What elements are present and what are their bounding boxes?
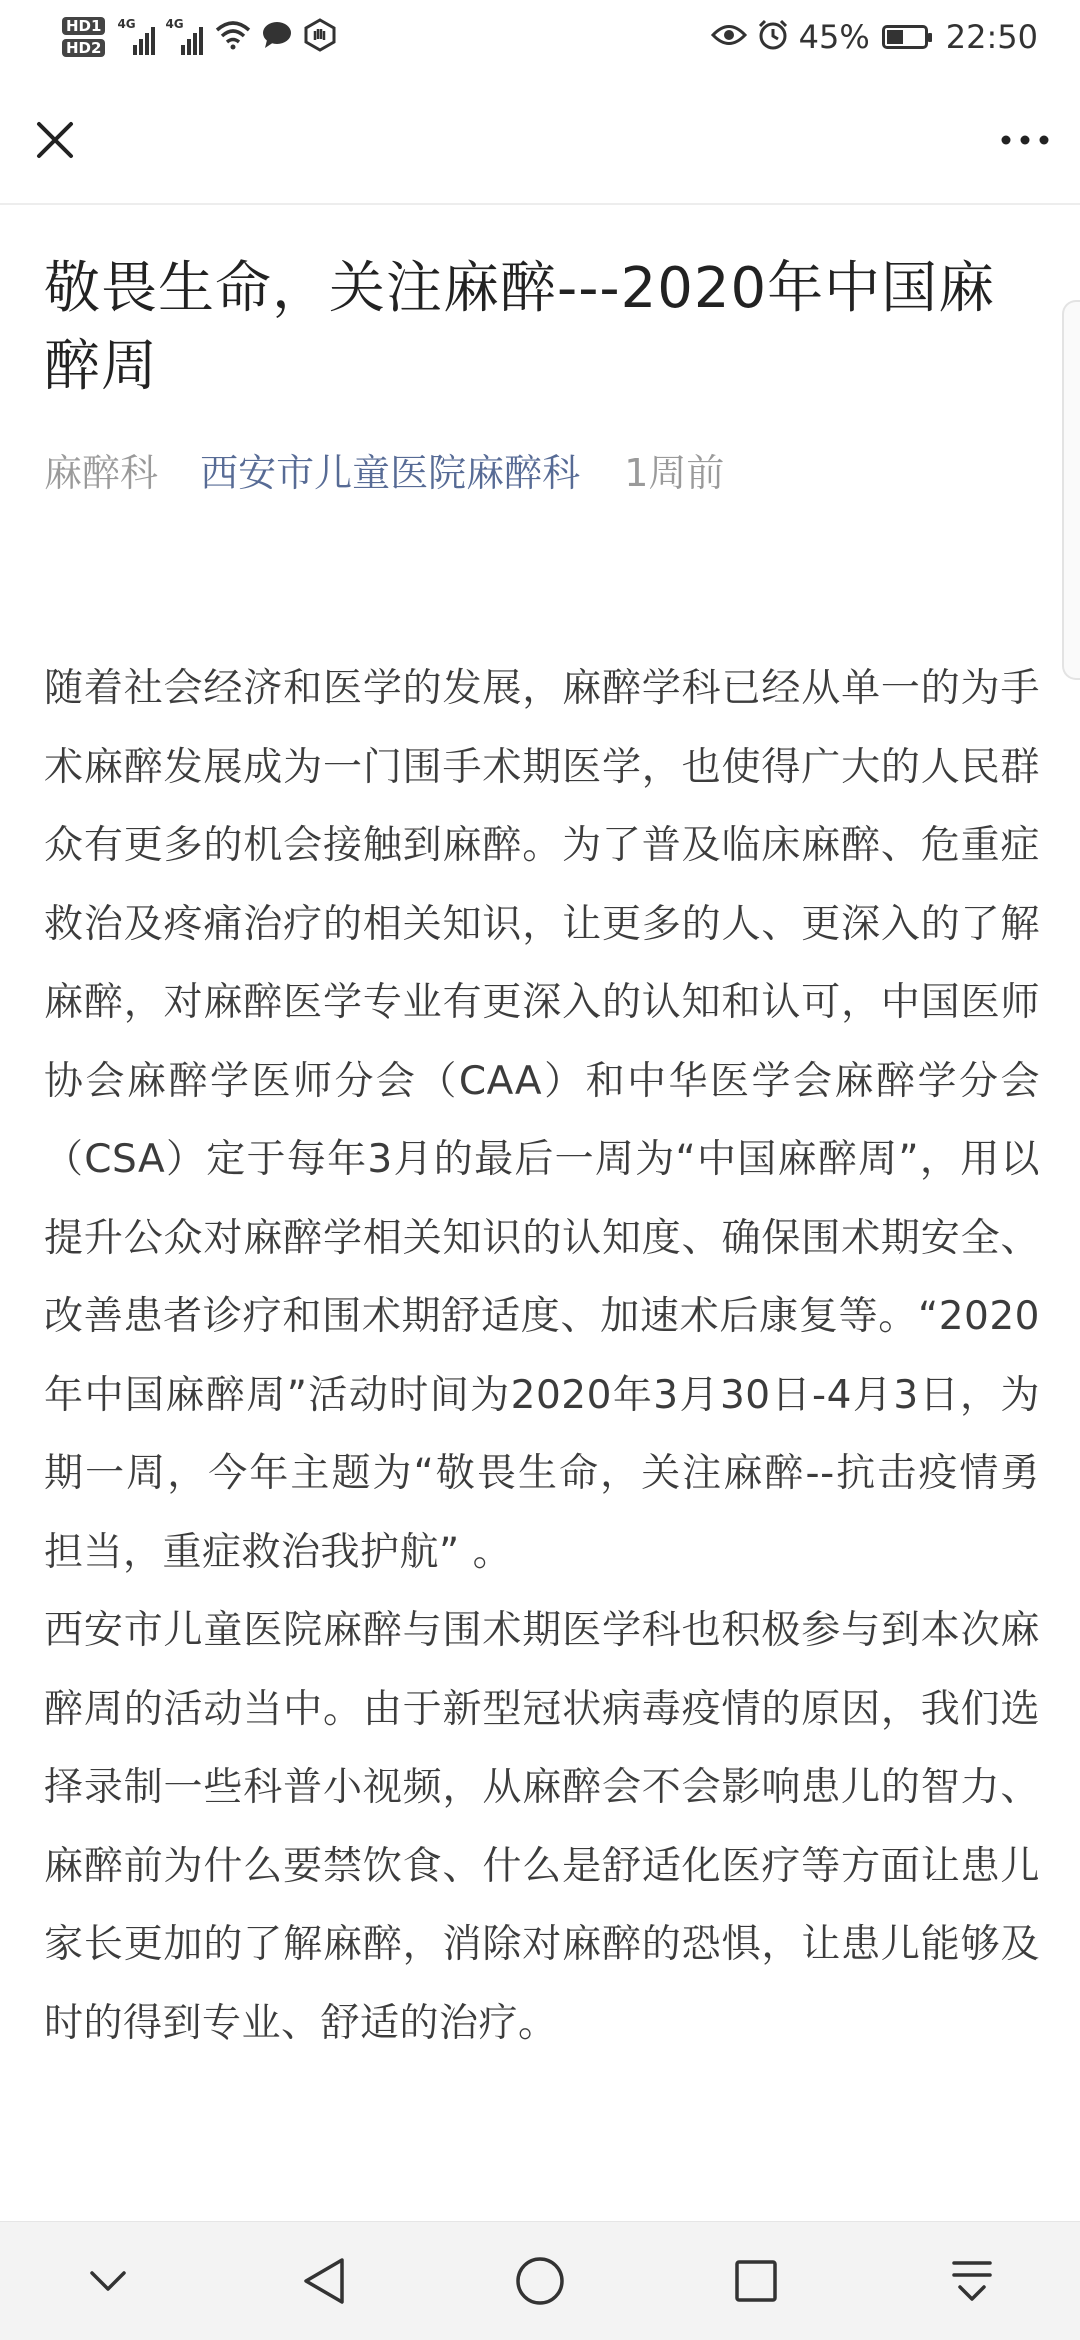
close-button[interactable] [20, 105, 90, 175]
article-paragraph: 随着社会经济和医学的发展，麻醉学科已经从单一的为手术麻醉发展成为一门围手术期医学，也使得广大的人民群众有更多的机会接触到麻醉。为了普及临床麻醉、危重症救治及疼痛治疗的相关知识，让更多的人、更深入的了解麻醉，对麻醉医学专业有更深入的认知和认可，中国医师协会麻醉学医师分会（CAA）和中华医学会麻醉学分会（CSA）定于每年3月的最后一周为“中国麻醉周”，用以提升公众对麻醉学相关知识的认知度、确保围术期安全、改善患者诊疗和围术期舒适度、加速术后康复等。“2020年中国麻醉周”活动时间为2020年3月30日-4月3日，为期一周，今年主题为“敬畏生命，关注麻醉--抗击疫情勇担当，重症救治我护航” 。 [44, 666, 1040, 1575]
battery-icon [882, 25, 928, 49]
more-icon [1000, 134, 1050, 146]
back-triangle-icon [302, 2256, 346, 2306]
status-bar-right [711, 6, 1038, 68]
close-icon [35, 120, 75, 160]
battery-percent: 45% [798, 18, 870, 56]
back-button[interactable] [279, 2236, 369, 2326]
shield-hand-icon [303, 18, 337, 56]
account-link[interactable]: 西安市儿童医院麻醉科 [200, 451, 581, 495]
recents-square-icon [733, 2258, 779, 2304]
notification-shade-button[interactable] [927, 2236, 1017, 2326]
collapse-button[interactable] [63, 2236, 153, 2326]
hd-indicators [62, 15, 105, 59]
home-circle-icon [514, 2255, 566, 2307]
net2-label: 4G [165, 17, 184, 31]
clock: 22:50 [945, 18, 1038, 56]
eye-icon [711, 22, 747, 52]
article [44, 250, 1040, 2063]
alarm-icon [757, 19, 789, 55]
article-paragraph: 西安市儿童医院麻醉与围术期医学科也积极参与到本次麻醉周的活动当中。由于新型冠状病毒疫情的原因，我们选择录制一些科普小视频，从麻醉会不会影响患儿的智力、麻醉前为什么要禁饮食、什么是舒适化医疗等方面让患儿家长更加的了解麻醉，消除对麻醉的恐惧，让患儿能够及时的得到专业、舒适的治疗。 [44, 1608, 1040, 2046]
chat-bubble-icon [261, 20, 293, 54]
article-title: 敬畏生命，关注麻醉---2020年中国麻醉周 [44, 256, 996, 399]
hd2-badge: HD2 [62, 39, 105, 57]
battery-fill [887, 30, 903, 44]
chevron-down-icon [88, 2269, 128, 2293]
more-button[interactable] [990, 105, 1060, 175]
recents-button[interactable] [711, 2236, 801, 2326]
publish-time: 1周前 [624, 451, 725, 495]
signal-icon-2 [167, 19, 205, 55]
top-bar [0, 75, 1080, 205]
net1-label: 4G [117, 17, 136, 31]
status-bar-left [62, 6, 347, 68]
status-bar [0, 0, 1080, 75]
download-tray-icon [950, 2257, 994, 2305]
home-button[interactable] [495, 2236, 585, 2326]
system-nav-bar [0, 2221, 1080, 2340]
signal-icon [119, 19, 157, 55]
article-meta [44, 448, 1040, 498]
article-author: 麻醉科 [44, 451, 159, 495]
hd1-badge: HD1 [62, 17, 105, 35]
wifi-icon [215, 20, 251, 54]
scroll-indicator[interactable] [1062, 300, 1080, 680]
